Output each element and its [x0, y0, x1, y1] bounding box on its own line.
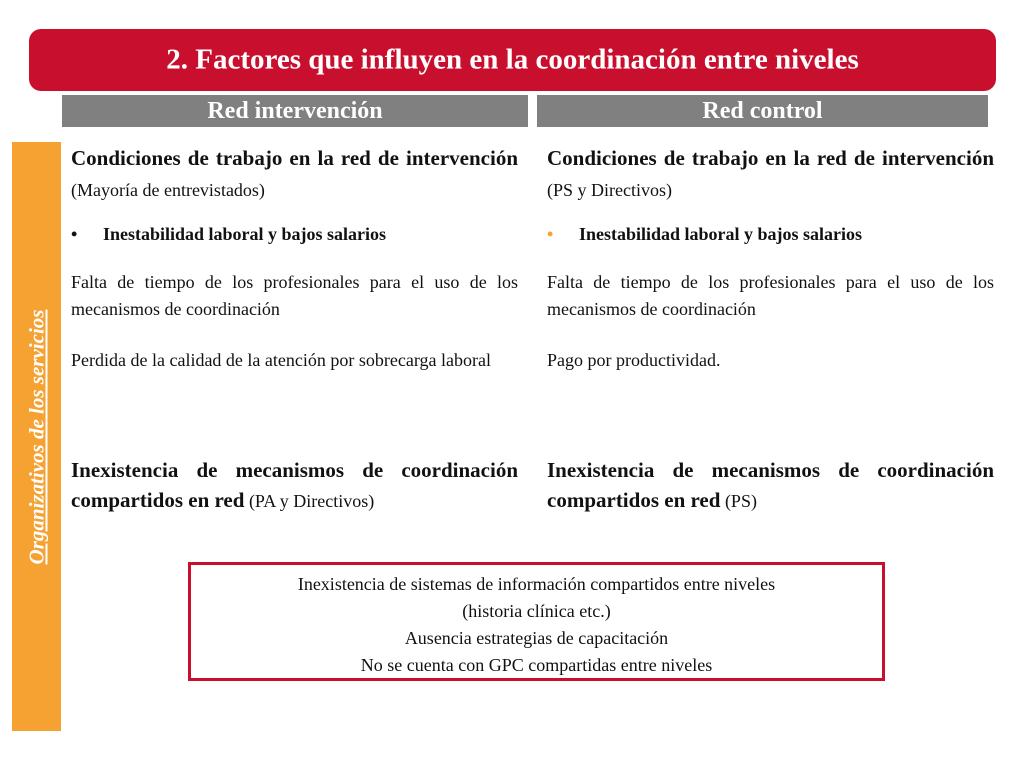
left-para-1: Falta de tiempo de los profesionales para el uso de los mecanismos de coordinación	[71, 272, 518, 319]
left-bullet-text: Inestabilidad laboral y bajos salarios	[103, 224, 387, 244]
left-bullet	[71, 223, 518, 245]
left-heading	[71, 143, 518, 205]
right-heading-2-text: Inexistencia de mecanismos de coordinación compartidos en red	[547, 458, 994, 512]
right-heading-2-note: (PS)	[720, 491, 757, 511]
right-bullet	[547, 223, 994, 245]
callout-line-2: (historia clínica etc.)	[462, 601, 611, 621]
header-red-control: Red control	[537, 95, 988, 127]
right-heading-text: Condiciones de trabajo en la red de intervención	[547, 146, 994, 170]
header-red-intervencion: Red intervención	[62, 95, 528, 127]
slide-title: 2. Factores que influyen en la coordinación entre niveles	[166, 43, 859, 76]
title-bar	[29, 29, 996, 91]
right-bullet-text: Inestabilidad laboral y bajos salarios	[579, 224, 863, 244]
right-heading	[547, 143, 994, 205]
callout-box	[188, 562, 885, 681]
left-heading-2-text: Inexistencia de mecanismos de coordinación compartidos en red	[71, 458, 518, 512]
left-heading-2-note: (PA y Directivos)	[244, 491, 375, 511]
right-para-2: Pago por productividad.	[547, 350, 721, 370]
callout-line-4: No se cuenta con GPC compartidas entre niveles	[360, 655, 713, 675]
callout-line-3: Ausencia estrategias de capacitación	[404, 628, 669, 648]
side-label: Organizativos de los servicios	[24, 309, 48, 564]
right-column	[547, 143, 994, 374]
right-heading-note: (PS y Directivos)	[547, 180, 672, 200]
right-heading-2	[547, 455, 994, 516]
left-para-2: Perdida de la calidad de la atención por sobrecarga laboral	[71, 350, 491, 370]
callout-line-1: Inexistencia de sistemas de información compartidos entre niveles	[297, 574, 776, 594]
side-label-bar	[12, 142, 61, 731]
left-heading-text: Condiciones de trabajo en la red de intervención	[71, 146, 518, 170]
left-heading-note: (Mayoría de entrevistados)	[71, 180, 265, 200]
left-bullet-marker: •	[71, 224, 78, 244]
left-column	[71, 143, 518, 374]
left-heading-2	[71, 455, 518, 516]
right-para-1: Falta de tiempo de los profesionales para el uso de los mecanismos de coordinación	[547, 272, 994, 319]
right-bullet-marker: •	[547, 224, 554, 244]
